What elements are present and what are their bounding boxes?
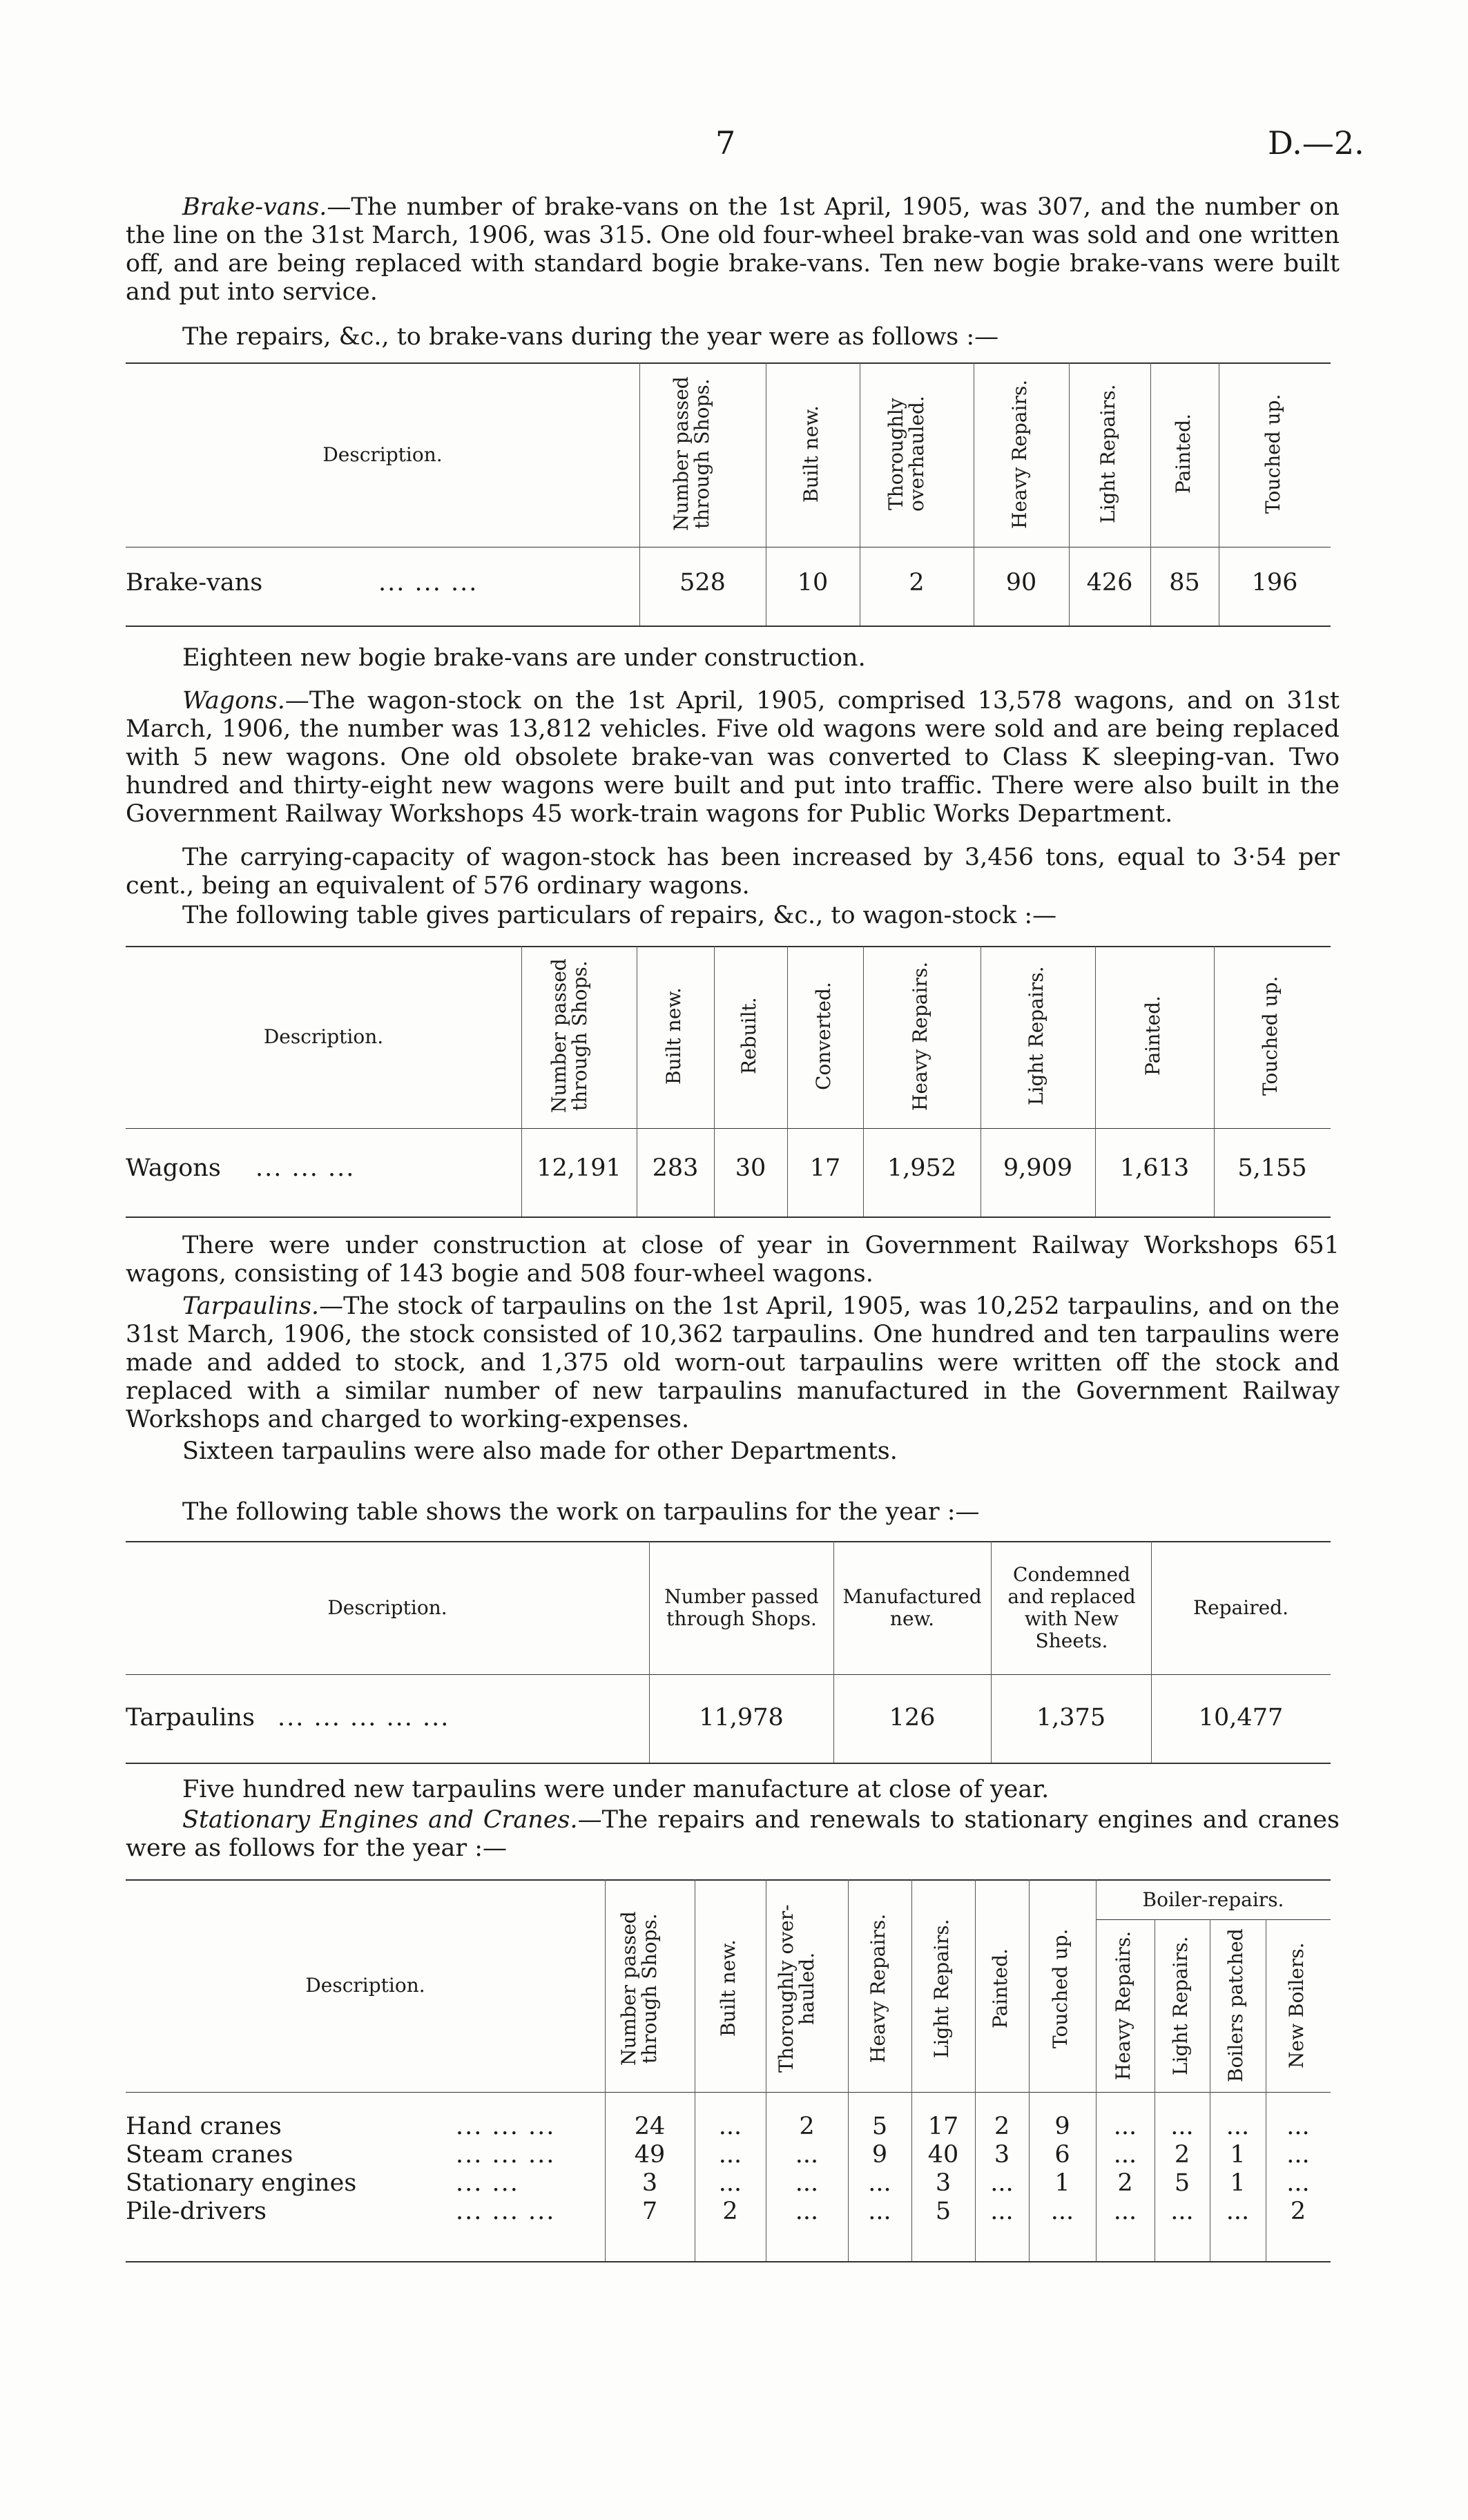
brake-vans-val-passed: 528 [679,569,726,597]
stationary-boiler-col-patched: Boilers patched [1224,1928,1247,2083]
wagons-val-light: 9,909 [1003,1154,1073,1182]
stationary-cell: ... [795,2141,819,2169]
tarpaulins-col-passed: Number passed through Shops. [664,1584,819,1630]
stationary-cell: ... [1286,2169,1310,2197]
stationary-heading: Stationary Engines and Cranes. [182,1806,578,1834]
brake-vans-desc-header: Description. [322,443,443,466]
stationary-cell: 9 [871,2141,888,2169]
wagons-paragraph [126,687,1340,828]
stationary-cell: ... [1170,2198,1194,2225]
stationary-cell: ... [1226,2113,1250,2140]
tarpaulins-desc-header: Description. [327,1596,447,1619]
stationary-cell: ... [1113,2113,1137,2140]
stationary-boiler-col-new: New Boilers. [1285,1942,1308,2069]
stationary-boiler-col-light: Light Repairs. [1169,1936,1192,2075]
brake-vans-val-built: 10 [797,569,829,597]
stationary-cell: 1 [1230,2141,1246,2169]
wagons-col-rebuilt: Rebuilt. [737,997,760,1075]
brake-vans-col-passed: Number passed through Shops. [670,376,713,532]
brake-vans-row-label: Brake-vans [126,569,263,597]
brake-vans-note: Eighteen new bogie brake-vans are under construction. [182,644,866,672]
stationary-cell: 2 [1174,2141,1190,2169]
stationary-cell: 2 [722,2198,738,2225]
brake-vans-col-touched: Touched up. [1262,394,1284,514]
stationary-cell: 5 [871,2113,888,2140]
wagons-val-converted: 17 [809,1154,841,1182]
wagons-capacity: The carrying-capacity of wagon-stock has been increased by 3,456 tons, equal to 3·54 per cent., being an equivalent of 576 ordinary wagons. [126,844,1340,900]
brake-vans-val-touched: 196 [1251,569,1298,597]
wagons-table-intro: The following table gives particulars of repairs, &c., to wagon-stock :— [182,902,1057,929]
tarpaulins-val-repaired: 10,477 [1198,1704,1284,1732]
stationary-cell: ... [990,2198,1014,2225]
stationary-cell: 7 [641,2198,658,2225]
brake-vans-col-light: Light Repairs. [1097,384,1119,524]
tarpaulins-other-departments: Sixteen tarpaulins were also made for other Departments. [182,1437,898,1465]
stationary-row-dots: ... ... [456,2169,519,2197]
tarpaulins-col-condemned: Condemned and replaced with New Sheets. [1007,1562,1136,1652]
wagons-col-built: Built new. [662,987,685,1085]
wagons-val-heavy: 1,952 [887,1154,957,1182]
stationary-cell: 2 [994,2113,1010,2140]
stationary-cell: 9 [1054,2113,1070,2140]
wagons-col-heavy: Heavy Repairs. [909,961,931,1111]
tarpaulins-col-manufactured: Manufactured new. [842,1584,982,1630]
stationary-cell: 24 [634,2113,666,2140]
wagons-heading: Wagons. [182,687,285,715]
stationary-cell: ... [1113,2141,1137,2169]
wagons-col-touched: Touched up. [1259,976,1282,1096]
stationary-row-label: Stationary engines [126,2169,357,2197]
stationary-cell: 2 [1290,2198,1306,2225]
wagons-row-label: Wagons [126,1154,221,1182]
tarpaulins-row-dots: ... ... ... ... ... [278,1704,450,1732]
stationary-cell: 2 [1117,2169,1133,2197]
stationary-cell: ... [1050,2198,1074,2225]
stationary-row-dots: ... ... ... [456,2141,556,2169]
stationary-intro: —The repairs and renewals to stationary engines and cranes were as follows for the year :— [126,1806,1340,1862]
wagons-col-painted: Painted. [1141,996,1164,1076]
brake-vans-val-overhauled: 2 [909,569,925,597]
stationary-cell: ... [868,2198,891,2225]
wagons-val-passed: 12,191 [537,1154,621,1182]
stationary-cell: 1 [1054,2169,1070,2197]
brake-vans-row-dots: ... ... ... [378,569,479,597]
brake-vans-intro: —The number of brake-vans on the 1st April, 1905, was 307, and the number on the line on the 31st March, 1906, was 315. One old four-wheel brake-van was sold and one written off, and are being replaced with standard bogie brake-vans. Ten new bogie brake-vans were built and put into service. [126,193,1340,306]
stationary-cell: 17 [927,2113,959,2140]
tarpaulins-table-intro: The following table shows the work on tarpaulins for the year :— [182,1498,980,1526]
brake-vans-col-heavy: Heavy Repairs. [1008,379,1031,529]
tarpaulins-intro: —The stock of tarpaulins on the 1st April, 1905, was 10,252 tarpaulins, and on the 31st March, 1906, the stock consisted of 10,362 tarpaulins. One hundred and ten tarpaulins were made and added to stock, and 1,375 old worn-out tarpaulins were written off the stock and replaced with a similar number of new tarpaulins manufactured in the Government Railway Workshops and charged to working-expenses. [126,1292,1340,1433]
brake-vans-val-light: 426 [1086,569,1133,597]
stationary-cell: 5 [935,2198,952,2225]
brake-vans-col-overhauled: Thoroughly overhauled. [885,396,928,512]
wagons-col-passed: Number passed through Shops. [548,958,591,1114]
stationary-paragraph [126,1806,1340,1863]
brake-vans-val-heavy: 90 [1005,569,1037,597]
brake-vans-heading: Brake-vans. [182,193,327,221]
stationary-cell: 3 [935,2169,952,2197]
stationary-row-label: Hand cranes [126,2113,282,2140]
wagons-intro: —The wagon-stock on the 1st April, 1905, comprised 13,578 wagons, and on 31st March, 1906, the number was 13,812 vehicles. Five old wagons were sold and are being replaced with 5 new wagons. One old obsolete brake-van was converted to Class K sleeping-van. Two hundred and thirty-eight new wagons were built and put into traffic. There were also built in the Government Railway Workshops 45 work-train wagons for Public Works Department. [126,687,1340,828]
wagons-desc-header: Description. [263,1025,384,1048]
wagons-row-dots: ... ... ... [255,1154,356,1182]
stationary-cell: ... [718,2141,742,2169]
wagons-val-built: 283 [652,1154,699,1182]
stationary-boiler-header: Boiler-repairs. [1142,1888,1284,1911]
stationary-cell: 40 [927,2141,959,2169]
stationary-cell: ... [1286,2113,1310,2140]
wagons-note: There were under construction at close of year in Government Railway Workshops 651 wagons, consisting of 143 bogie and 508 four-wheel wagons. [126,1232,1340,1288]
stationary-cell: 3 [641,2169,658,2197]
wagons-val-rebuilt: 30 [735,1154,766,1182]
stationary-cell: ... [868,2169,891,2197]
stationary-cell: ... [1286,2141,1310,2169]
stationary-row-label: Steam cranes [126,2141,293,2169]
stationary-cell: 1 [1230,2169,1246,2197]
stationary-cell: 5 [1174,2169,1190,2197]
brake-vans-col-painted: Painted. [1172,414,1195,494]
stationary-cell: 49 [634,2141,666,2169]
stationary-col-painted: Painted. [989,1948,1012,2028]
tarpaulins-heading: Tarpaulins. [182,1292,320,1320]
tarpaulins-col-repaired: Repaired. [1192,1596,1288,1619]
page-number: 7 [715,124,736,162]
stationary-cell: ... [795,2198,819,2225]
stationary-cell: 2 [799,2113,815,2140]
stationary-row-dots: ... ... ... [456,2113,556,2140]
stationary-cell: ... [1226,2198,1250,2225]
stationary-col-built: Built new. [717,1939,740,2037]
brake-vans-col-built: Built new. [800,405,822,503]
stationary-cell: ... [795,2169,819,2197]
document-code: D.—2. [1268,124,1364,162]
stationary-cell: ... [718,2169,742,2197]
wagons-val-painted: 1,613 [1119,1154,1190,1182]
stationary-row-dots: ... ... ... [456,2198,556,2225]
stationary-cell: ... [1113,2198,1137,2225]
tarpaulins-note: Five hundred new tarpaulins were under manufacture at close of year. [182,1776,1050,1803]
tarpaulins-row-label: Tarpaulins [126,1704,255,1732]
stationary-cell: ... [990,2169,1014,2197]
stationary-col-touched: Touched up. [1049,1928,1072,2048]
stationary-col-overhauled: Thoroughly over-hauled. [775,1904,818,2073]
stationary-desc-header: Description. [305,1974,425,1997]
brake-vans-val-painted: 85 [1169,569,1200,597]
stationary-col-heavy: Heavy Repairs. [867,1913,889,2064]
wagons-col-converted: Converted. [812,982,835,1090]
tarpaulins-val-condemned: 1,375 [1036,1704,1106,1732]
wagons-col-light: Light Repairs. [1025,966,1047,1106]
stationary-boiler-col-heavy: Heavy Repairs. [1112,1930,1134,2081]
stationary-col-light: Light Repairs. [930,1919,953,2058]
stationary-cell: 6 [1054,2141,1070,2169]
tarpaulins-paragraph [126,1292,1340,1434]
stationary-row-label: Pile-drivers [126,2198,267,2225]
wagons-val-touched: 5,155 [1237,1154,1307,1182]
tarpaulins-val-passed: 11,978 [699,1704,784,1732]
brake-vans-table-intro: The repairs, &c., to brake-vans during the year were as follows :— [182,323,999,351]
stationary-col-passed: Number passed through Shops. [617,1911,661,2066]
stationary-cell: ... [1170,2113,1194,2140]
stationary-cell: 3 [994,2141,1010,2169]
stationary-cell: ... [718,2113,742,2140]
brake-vans-paragraph [126,193,1340,307]
tarpaulins-val-manufactured: 126 [889,1704,936,1732]
